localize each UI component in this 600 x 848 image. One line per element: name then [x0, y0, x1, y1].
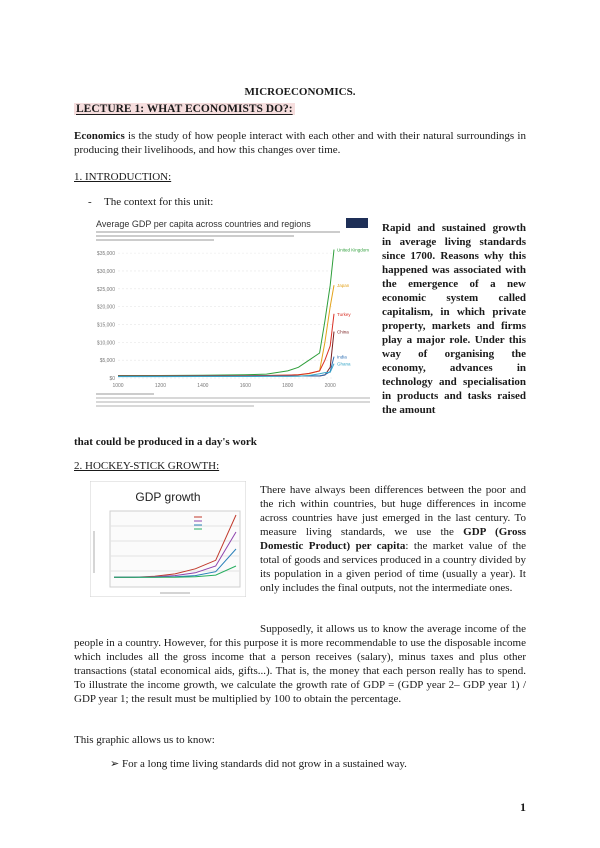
y-tick-label: $15,000: [96, 322, 115, 329]
page-number: 1: [520, 800, 526, 814]
x-tick-label: 1200: [154, 383, 166, 389]
document-title: MICROECONOMICS.: [244, 86, 356, 98]
living-standards-bullet: [110, 757, 407, 770]
gdp-term: GDP (Gross Domestic Product) per capita: [260, 526, 527, 552]
section-hockey-stick-heading: 2. HOCKEY-STICK GROWTH:: [74, 460, 220, 472]
y-tick-label: $10,000: [96, 340, 115, 347]
y-tick-label: $0: [109, 376, 115, 382]
context-bullet: The context for this unit:: [104, 196, 214, 208]
disposable-income-paragraph: Supposedly, it allows us to know the average income of the people in a country. However, for this purpose it is more recommendable to use the disposable income which includes all the gross income that a person receives (salary), minus taxes and plus other transactions (statal economical aids, gifts...). That is, the money that each person really has to spend. To illustrate the income growth, we calculate the growth rate of GDP = (GDP year 2– GDP year 1) / GDP year 1; the result must be multiplied by 100 to obtain the percentage.: [74, 623, 526, 705]
section-introduction-heading: 1. INTRODUCTION:: [74, 171, 172, 183]
owid-logo: [346, 218, 368, 228]
legend-entry: United Kingdom: [337, 247, 370, 253]
y-tick-label: $5,000: [99, 358, 115, 365]
x-tick-label: 1000: [112, 383, 124, 389]
economics-definition: [74, 129, 526, 157]
definition-term: Economics: [74, 130, 125, 142]
average-gdp-chart: [94, 216, 376, 412]
dash-icon: -: [88, 196, 92, 208]
x-tick-label: 2000: [324, 383, 336, 389]
chart2-title: GDP growth: [135, 490, 201, 504]
x-tick-label: 1400: [197, 383, 209, 389]
x-tick-label: 1600: [239, 383, 251, 389]
lecture-heading: LECTURE 1: WHAT ECONOMISTS DO?:: [76, 103, 293, 115]
capitalism-summary: Rapid and sustained growth in average living standards since 1700. Reasons why this happened was associated with the emergence of a new economic system called capitalism, in which private property, markets and firms play a major role. Under this way of organising the economy, advances in technology and specialisation in products and tasks raised the amount: [382, 222, 526, 416]
gdp-per-capita-paragraph: [260, 483, 526, 595]
gdp-paragraph-part-b: : the market value of the total of goods and services produced in a country divided by its population in a given period of time (usually a year). It only includes the final outputs, not the intermediate ones.: [260, 540, 526, 594]
legend-entry: India: [337, 354, 347, 360]
legend-entry: China: [337, 329, 349, 335]
gdp-growth-chart: [90, 481, 246, 597]
capitalism-summary-continuation: that could be produced in a day's work: [74, 436, 257, 448]
legend-entry: Ghana: [337, 361, 351, 367]
arrow-bullet-icon: ➢: [110, 758, 120, 770]
y-tick-label: $20,000: [96, 304, 115, 311]
legend-entry: Turkey: [337, 311, 351, 317]
x-tick-label: 1800: [282, 383, 294, 389]
y-tick-label: $25,000: [96, 286, 115, 293]
graphic-intro: This graphic allows us to know:: [74, 734, 215, 746]
legend-entry: Japan: [337, 283, 350, 289]
y-tick-label: $30,000: [96, 268, 115, 275]
definition-text: is the study of how people interact with each other and with their natural surroundings in producing their livelihoods, and how this changes over time.: [74, 130, 526, 156]
gdp-paragraph-part-a: There have always been differences between the poor and the rich within countries, but huge differences in income across countries have just emerged in the last century. To measure living standards, we use the: [260, 484, 526, 538]
y-tick-label: $35,000: [96, 251, 115, 258]
living-standards-text: For a long time living standards did not grow in a sustained way.: [121, 758, 407, 770]
chart-title: Average GDP per capita across countries and regions: [96, 219, 311, 229]
